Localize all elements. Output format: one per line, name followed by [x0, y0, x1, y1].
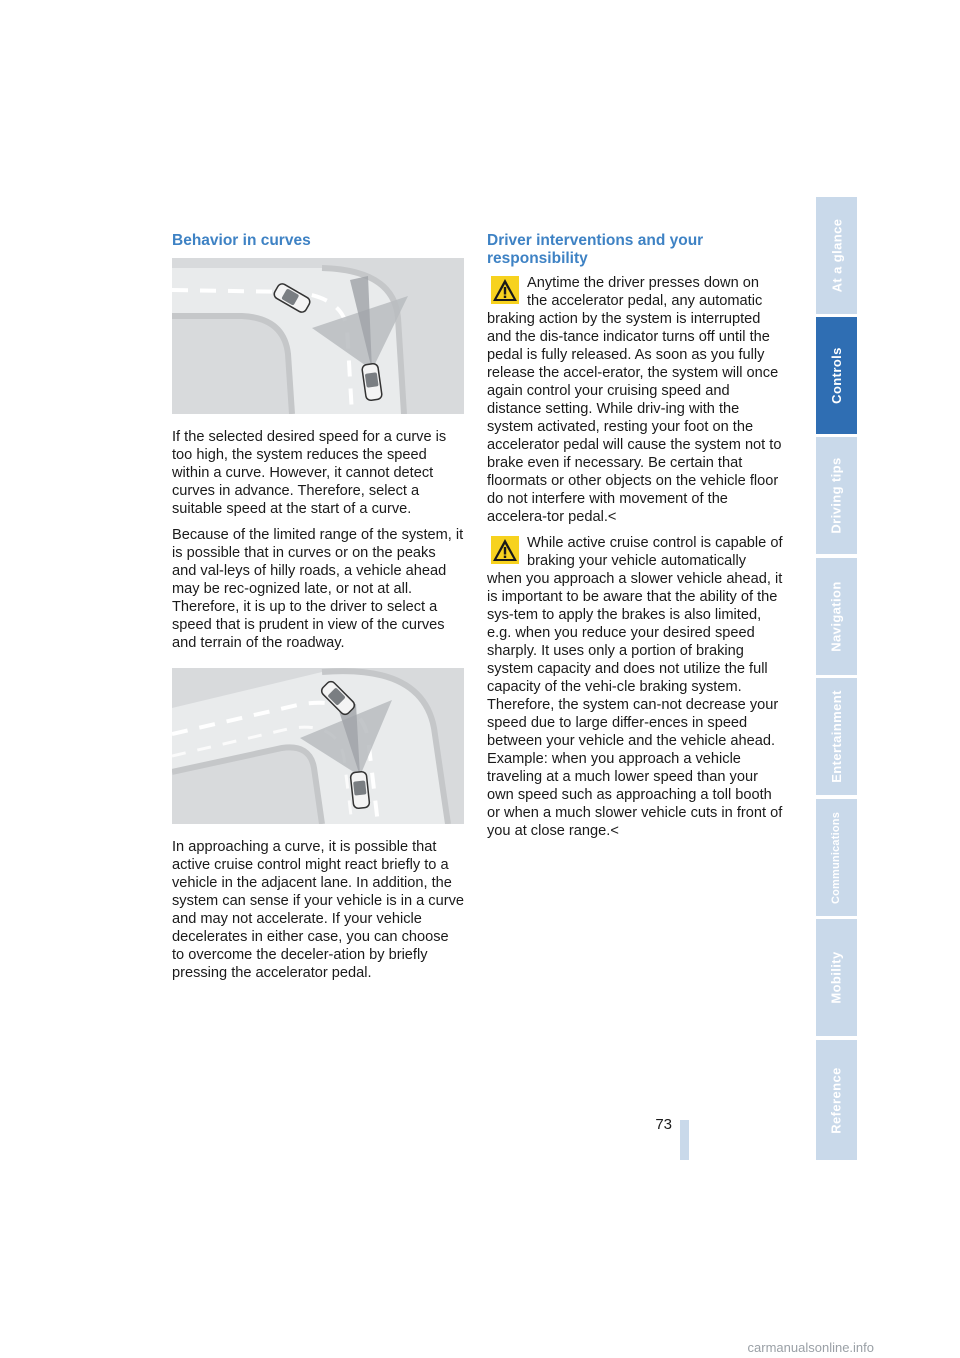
tab-driving-tips[interactable]: Driving tips — [816, 437, 857, 554]
section-heading-curves: Behavior in curves — [172, 232, 311, 249]
tab-navigation[interactable]: Navigation — [816, 558, 857, 675]
page-number: 73 — [655, 1116, 672, 1133]
left-column — [172, 232, 464, 990]
paragraph: In approaching a curve, it is possible that active cruise control might react briefly to a vehicle in the adjacent lane. In addition, the system can sense if your vehicle is in a curve and may not accelerate. If your vehicle decelerates in either case, you can choose to overcome the deceler-ation by briefly pressing the accelerator pedal. — [172, 839, 464, 981]
curve-diagram-2 — [172, 668, 464, 824]
tab-mobility[interactable]: Mobility — [816, 919, 857, 1036]
paragraph: Because of the limited range of the system, it is possible that in curves or on the peaks and val-leys of hilly roads, a vehicle ahead may be rec-ognized late, or not at all. Therefore, it is up to the driver to select a speed that is prudent in view of the curves and terrain of the roadway. — [172, 527, 464, 651]
chapter-tabs — [816, 197, 857, 1160]
warning-text: Anytime the driver presses down on the accelerator pedal, any automatic braking action by the system is interrupted and the dis-tance indicator turns off until the pedal is fully released. As soon as you fully release the accel-erator, the system will once again control your cruising speed and distance setting. While driv-ing with the system activated, resting your foot on the accelerator pedal will cause the system not to brake even if necessary. Be certain that floormats or other objects on the vehicle floor do not interfere with movement of the accelera-tor pedal.< — [487, 275, 782, 525]
tab-entertainment[interactable]: Entertainment — [816, 678, 857, 795]
curve-diagram-1 — [172, 258, 464, 414]
right-column — [487, 232, 783, 848]
warning-triangle-icon — [491, 536, 519, 564]
warning-text: While active cruise control is capable of braking your vehicle automatically when you approach a slower vehicle ahead, it is important to be aware that the ability of the sys-tem to apply the brakes is also limited, e.g. when you reduce your desired speed sharply. It uses only a portion of braking system capacity and does not utilize the full capacity of the vehi-cle braking system. Therefore, the system can-not decrease your speed due to large differ-ences in speed between your vehicle and the vehicle ahead. Example: when you approach a vehicle traveling at a much lower speed than your own speed such as approaching a toll booth or when a much slower vehicle cuts in front of you at close range.< — [487, 535, 783, 839]
tab-controls[interactable]: Controls — [816, 317, 857, 434]
paragraph: If the selected desired speed for a curve is too high, the system reduces the speed within a curve. However, it cannot detect curves in advance. Therefore, select a suitable speed at the start of a curve. — [172, 429, 447, 517]
warning-triangle-icon — [491, 276, 519, 304]
page-number-bar — [680, 1120, 689, 1160]
tab-at-a-glance[interactable]: At a glance — [816, 197, 857, 314]
tab-reference[interactable]: Reference — [816, 1040, 857, 1160]
section-heading-driver-interventions: Driver interventions and your responsibility — [487, 232, 704, 267]
warning-paragraph — [487, 534, 783, 840]
watermark: carmanualsonline.info — [747, 1340, 874, 1355]
tab-communications[interactable]: Communications — [816, 799, 857, 916]
warning-paragraph — [487, 274, 783, 526]
